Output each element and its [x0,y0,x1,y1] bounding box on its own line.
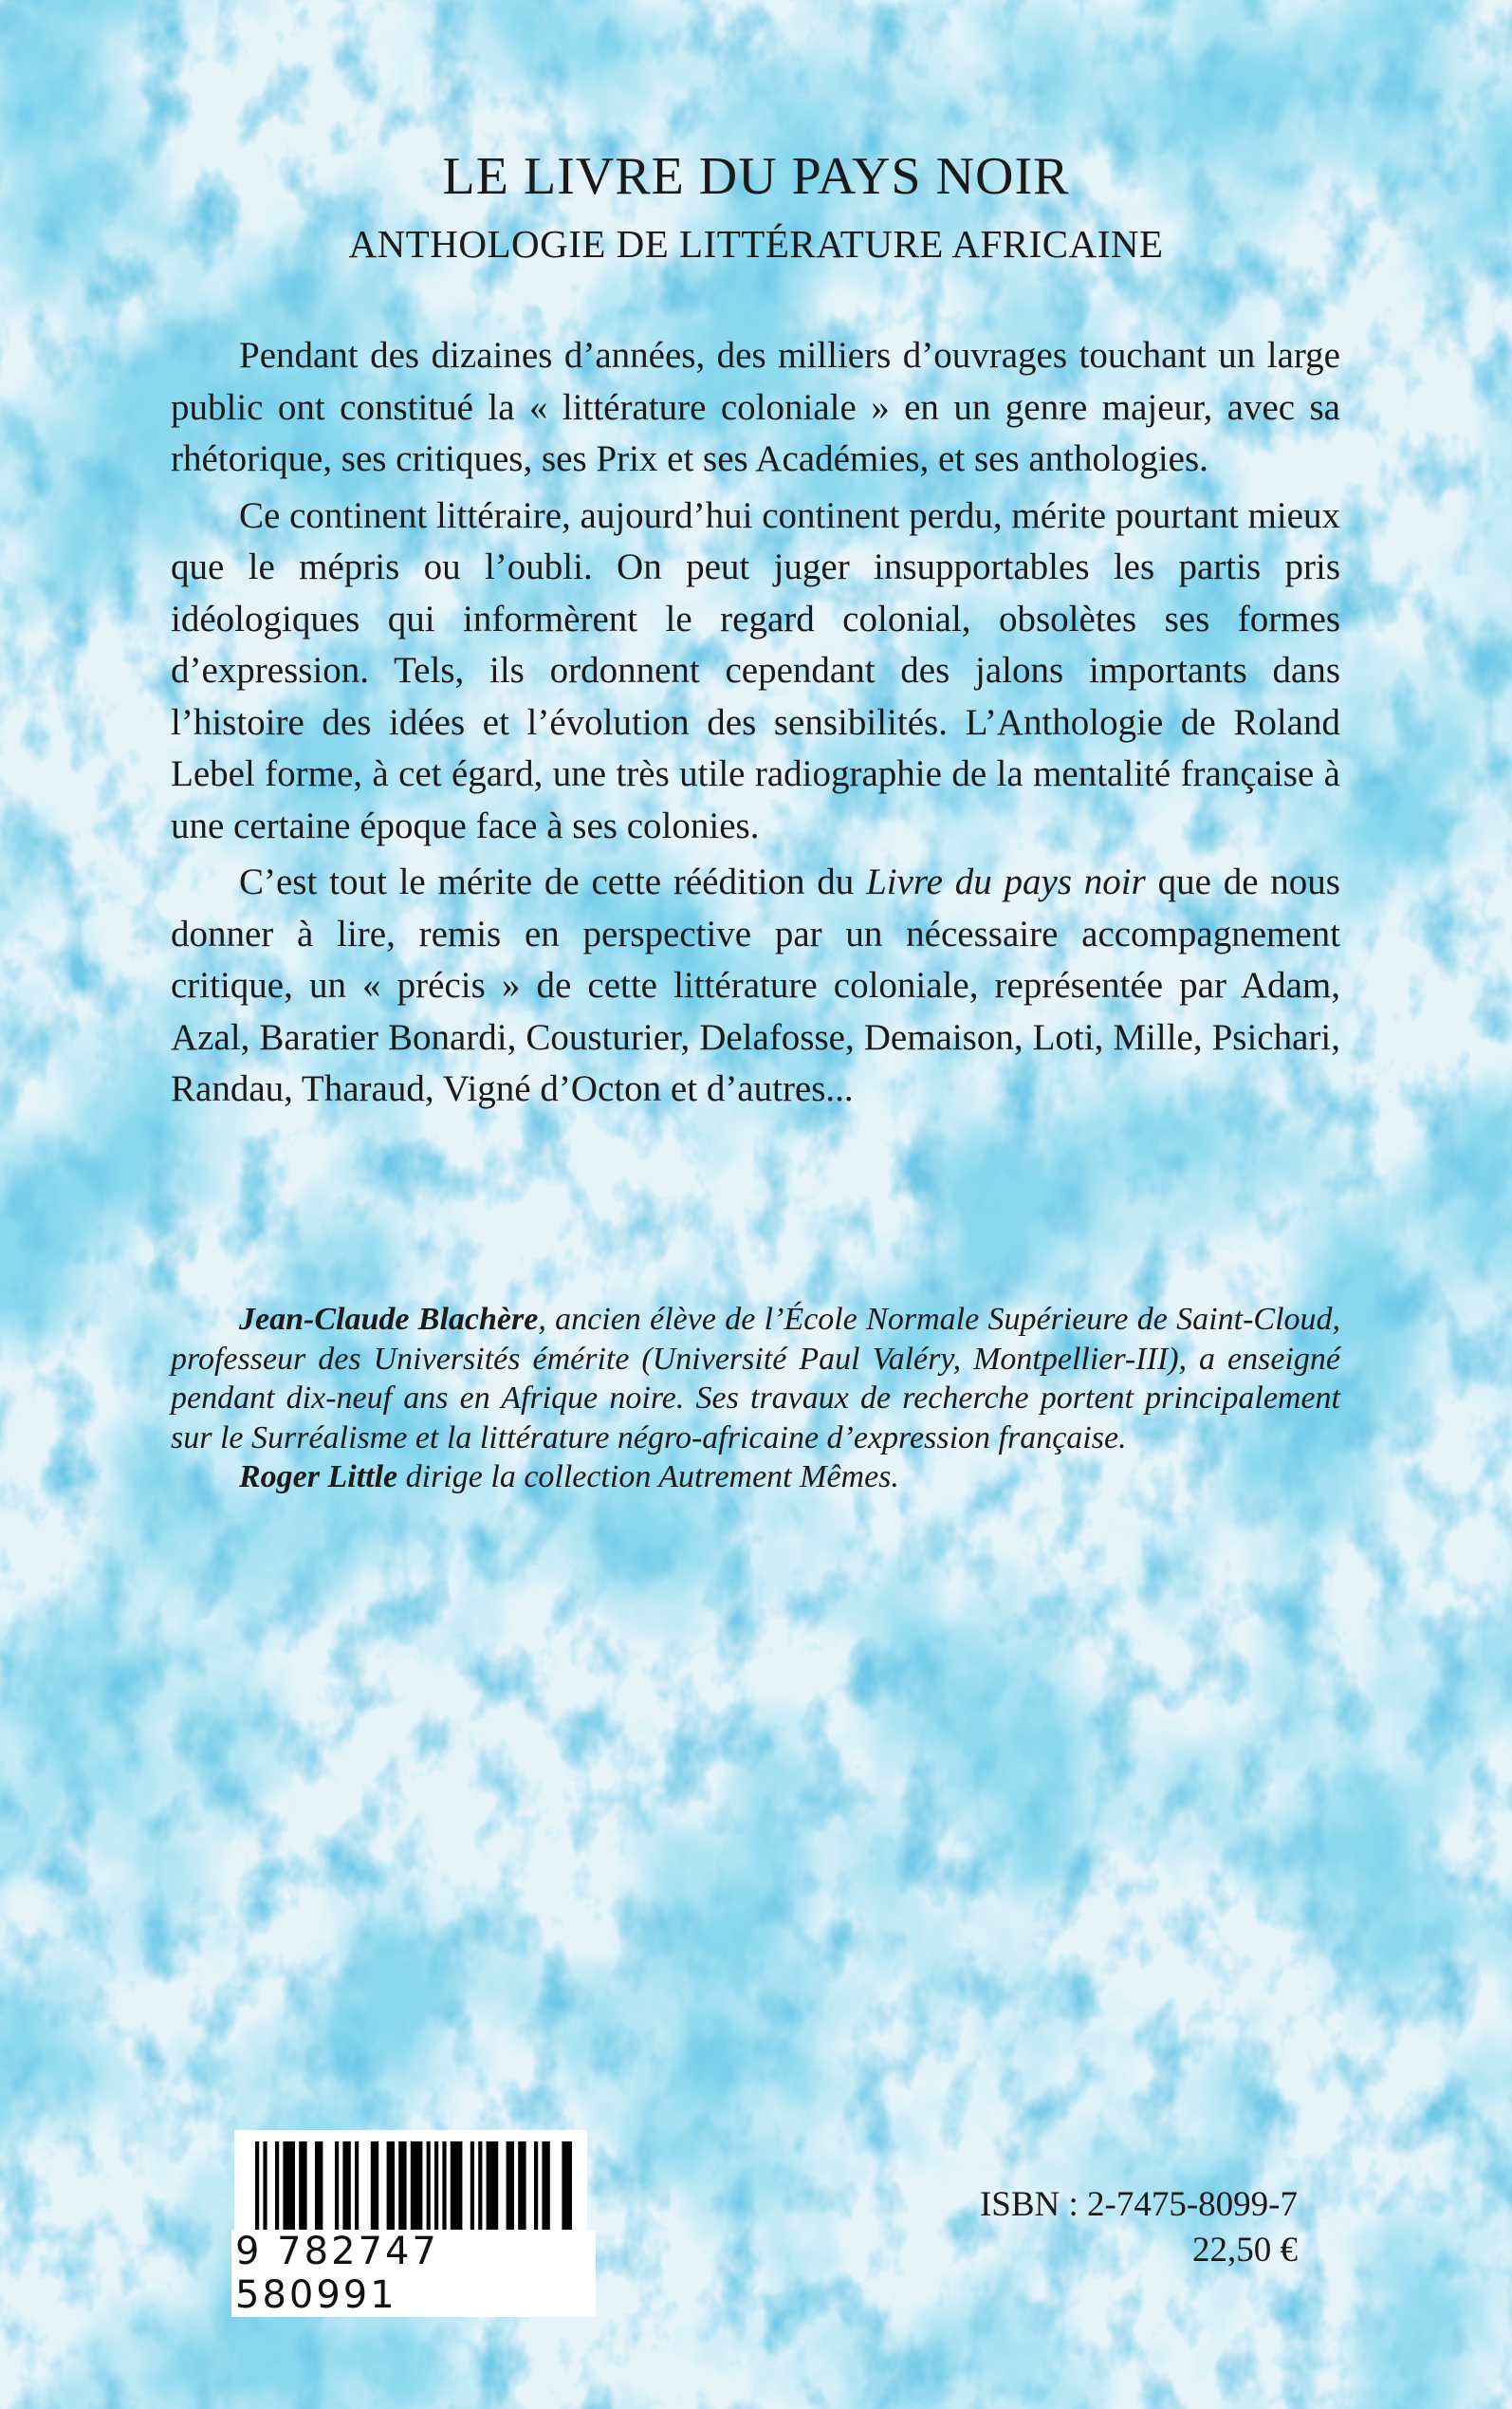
book-title-reference: Livre du pays noir [866,862,1146,902]
blurb-paragraph-2: Ce continent littéraire, aujourd’hui continent perdu, mérite pourtant mieux que le mépris ou l’oubli. On peut juger insupportables les partis pris idéologiques qui informèrent le regard colonial, obsolètes ses formes d’expression. Tels, ils ordonnent cependant des jalons importants dans l’histoire des idées et l’évolution des sensibilités. L’Anthologie de Roland Lebel forme, à cet égard, une très utile radiographie de la mentalité française à une certaine époque face à ses colonies. [171,494,1340,846]
price: 22,50 € [1192,2231,1298,2270]
editor-bio-paragraph [171,1457,1340,1497]
isbn: ISBN : 2-7475-8099-7 [979,2185,1298,2224]
author-biography [171,1300,1340,1497]
blurb-paragraph-1: Pendant des dizaines d’années, des milliers d’ouvrages touchant un large public ont constitué la « littérature coloniale » en un genre majeur, avec sa rhétorique, ses critiques, ses Prix et ses Académies, et ses anthologies. [171,335,1340,479]
book-title: LE LIVRE DU PAYS NOIR [442,147,1070,206]
blurb-paragraph-3-start: C’est tout le mérite de cette réédition du [239,862,867,902]
author-description: , ancien élève de l’École Normale Supérieure de Saint-Cloud, professeur des Universités émérite (Université Paul Valéry, Montpellier-III), a enseigné pendant dix-neuf ans en Afrique noire. Ses travaux de recherche portent principalement sur le Surréalisme et la littérature négro-africaine d’expression française. [171,1302,1341,1455]
blurb-paragraph-3 [171,857,1340,1116]
blurb-paragraph-3-end: que de nous donner à lire, remis en perspective par un nécessaire accompagnement critique, un « précis » de cette littérature coloniale, représentée par Adam, Azal, Baratier Bonardi, Cousturier, Delafosse, Demaison, Loti, Mille, Psichari, Randau, Tharaud, Vigné d’Octon et d’autres... [171,862,1340,1109]
author-bio-paragraph [171,1300,1340,1457]
author-name: Jean-Claude Blachère [239,1302,539,1337]
barcode-bars [249,2141,572,2232]
blurb [171,330,1340,1121]
book-subtitle: ANTHOLOGIE DE LITTÉRATURE AFRICAINE [348,222,1164,266]
editor-description: dirige la collection Autrement Mêmes. [397,1459,899,1494]
barcode-number: 9 782747 580991 [231,2230,596,2317]
editor-name: Roger Little [239,1459,398,1494]
